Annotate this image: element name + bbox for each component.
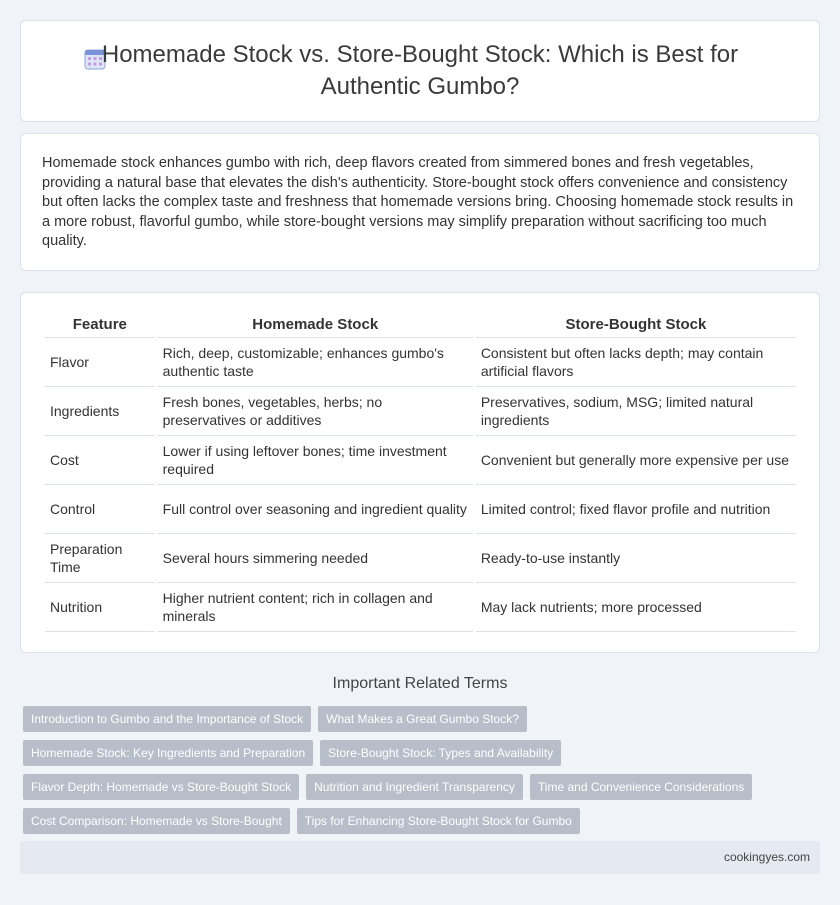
cell-homemade: Several hours simmering needed xyxy=(158,534,473,583)
comparison-table xyxy=(42,313,799,632)
page-title: Homemade Stock vs. Store-Bought Stock: Which is Best for Authentic Gumbo? xyxy=(101,41,739,100)
cell-feature: Control xyxy=(45,485,155,534)
cell-store-bought: Convenient but generally more expensive per use xyxy=(476,436,796,485)
cell-store-bought: May lack nutrients; more processed xyxy=(476,583,796,632)
cell-store-bought: Ready-to-use instantly xyxy=(476,534,796,583)
cell-feature: Nutrition xyxy=(45,583,155,632)
title-wrap xyxy=(21,21,819,121)
related-tag[interactable]: Flavor Depth: Homemade vs Store-Bought Stock xyxy=(23,774,299,800)
related-tag[interactable]: What Makes a Great Gumbo Stock? xyxy=(318,706,527,732)
cell-homemade: Fresh bones, vegetables, herbs; no preservatives or additives xyxy=(158,387,473,436)
header-feature: Feature xyxy=(45,313,155,338)
cell-homemade: Lower if using leftover bones; time investment required xyxy=(158,436,473,485)
cell-store-bought: Preservatives, sodium, MSG; limited natural ingredients xyxy=(476,387,796,436)
table-row xyxy=(45,387,796,436)
cell-homemade: Full control over seasoning and ingredient quality xyxy=(158,485,473,534)
cell-feature: Ingredients xyxy=(45,387,155,436)
related-tag[interactable]: Store-Bought Stock: Types and Availability xyxy=(320,740,561,766)
table-row xyxy=(45,338,796,387)
related-terms-title: Important Related Terms xyxy=(332,675,508,692)
related-tag[interactable]: Time and Convenience Considerations xyxy=(530,774,752,800)
related-tag[interactable]: Cost Comparison: Homemade vs Store-Bought xyxy=(23,808,290,834)
table-row xyxy=(45,534,796,583)
table-row xyxy=(45,485,796,534)
footer xyxy=(20,841,820,874)
comparison-table-card xyxy=(20,292,820,653)
cell-homemade: Rich, deep, customizable; enhances gumbo's authentic taste xyxy=(158,338,473,387)
header-homemade: Homemade Stock xyxy=(158,313,473,338)
cell-feature: Cost xyxy=(45,436,155,485)
intro-paragraph: Homemade stock enhances gumbo with rich, deep flavors created from simmered bones and fresh vegetables, providing a natural base that elevates the dish's authenticity. Store-bought stock offers convenience and consistency but often lacks the complex taste and freshness that homemade versions bring. Choosing homemade stock results in a more robust, flavorful gumbo, while store-bought versions may simplify preparation without sacrificing too much quality. xyxy=(42,155,794,249)
related-tag[interactable]: Homemade Stock: Key Ingredients and Preparation xyxy=(23,740,313,766)
related-tag[interactable]: Introduction to Gumbo and the Importance of Stock xyxy=(23,706,311,732)
header-store-bought: Store-Bought Stock xyxy=(476,313,796,338)
intro-card xyxy=(20,133,820,271)
table-row xyxy=(45,436,796,485)
cell-feature: Preparation Time xyxy=(45,534,155,583)
cell-homemade: Higher nutrient content; rich in collagen and minerals xyxy=(158,583,473,632)
table-header-row xyxy=(45,313,796,338)
footer-site-link[interactable]: cookingyes.com xyxy=(723,850,810,864)
table-row xyxy=(45,583,796,632)
related-tag[interactable]: Tips for Enhancing Store-Bought Stock for Gumbo xyxy=(297,808,580,834)
cell-store-bought: Consistent but often lacks depth; may contain artificial flavors xyxy=(476,338,796,387)
header-card xyxy=(20,20,820,122)
cell-feature: Flavor xyxy=(45,338,155,387)
cell-store-bought: Limited control; fixed flavor profile and nutrition xyxy=(476,485,796,534)
related-tag[interactable]: Nutrition and Ingredient Transparency xyxy=(306,774,523,800)
